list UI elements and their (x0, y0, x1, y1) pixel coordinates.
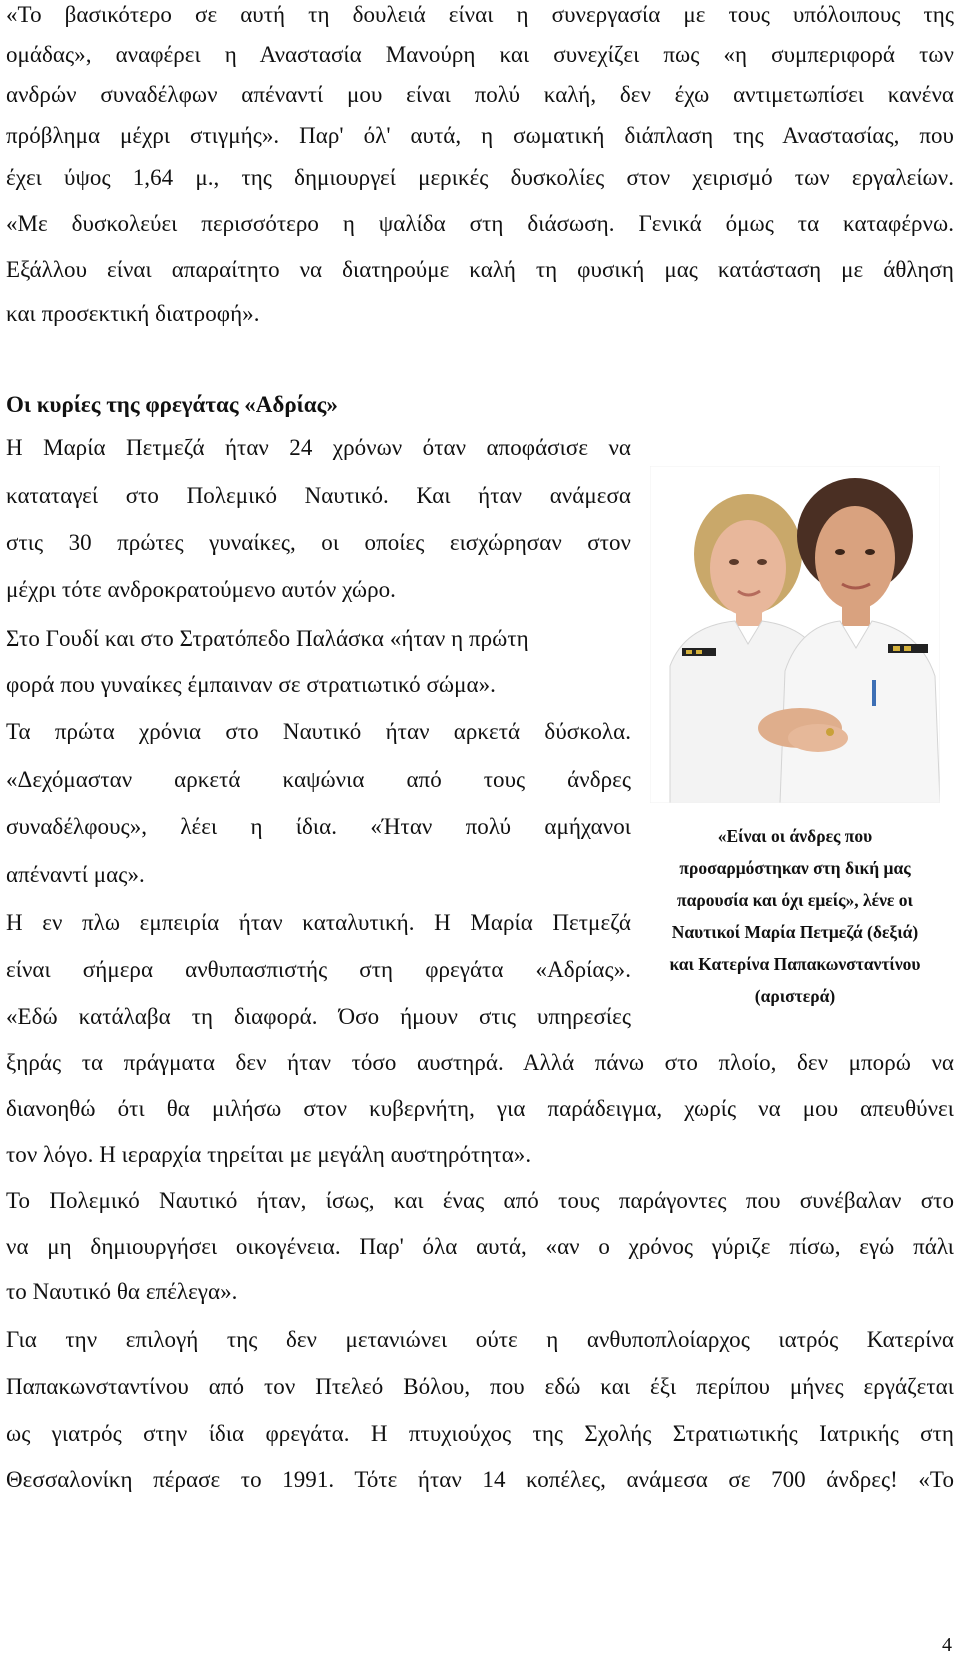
text-line: το Ναυτικό θα επέλεγα». (6, 1279, 238, 1304)
text-line: «Το βασικότερο σε αυτή τη δουλειά είναι η συνεργασία με τους υπόλοιπους της (6, 2, 954, 27)
text-line: Η Μαρία Πετμεζά ήταν 24 χρόνων όταν αποφάσισε να (6, 435, 631, 460)
caption-line: Ναυτικοί Μαρία Πετμεζά (δεξιά) (671, 922, 919, 942)
officers-photo (650, 466, 940, 803)
text-line: Τα πρώτα χρόνια στο Ναυτικό ήταν αρκετά δύσκολα. (6, 719, 631, 744)
text-line: ανδρών συναδέλφων απέναντί μου είναι πολύ καλή, δεν έχω αντιμετωπίσει κανένα (6, 82, 954, 107)
text-line: φορά που γυναίκες έμπαιναν σε στρατιωτικό σώμα». (6, 672, 496, 697)
text-line: έχει ύψος 1,64 μ., της δημιουργεί μερικές δυσκολίες στον χειρισμό των εργαλείων. (6, 165, 954, 190)
text-line: Εξάλλου είναι απαραίτητο να διατηρούμε καλή τη φυσική μας κατάσταση με άθληση (6, 257, 954, 282)
caption-line: και Κατερίνα Παπακωνσταντίνου (669, 954, 921, 974)
text-line: Στο Γουδί και στο Στρατόπεδο Παλάσκα «ήταν η πρώτη (6, 626, 529, 651)
text-line: «Εδώ κατάλαβα τη διαφορά. Όσο ήμουν στις υπηρεσίες (6, 1004, 631, 1029)
text-line: Το Πολεμικό Ναυτικό ήταν, ίσως, και ένας από τους παράγοντες που συνέβαλαν στο (6, 1188, 954, 1213)
text-line: είναι σήμερα ανθυπασπιστής στη φρεγάτα «Αδρίας». (6, 957, 631, 982)
text-line: απέναντί μας». (6, 862, 145, 887)
text-line: μέχρι τότε ανδροκρατούμενο αυτόν χώρο. (6, 577, 396, 602)
text-line: «Με δυσκολεύει περισσότερο η ψαλίδα στη διάσωση. Γενικά όμως τα καταφέρνω. (6, 211, 954, 236)
caption-line: «Είναι οι άνδρες που (717, 826, 873, 846)
caption-line: παρουσία και όχι εμείς», λένε οι (677, 890, 913, 910)
text-line: Θεσσαλονίκη πέρασε το 1991. Τότε ήταν 14 κοπέλες, ανάμεσα σε 700 άνδρες! «Το (6, 1467, 954, 1492)
text-line: τον λόγο. Η ιεραρχία τηρείται με μεγάλη αυστηρότητα». (6, 1142, 532, 1167)
text-line: «Δεχόμασταν αρκετά καψώνια από τους άνδρες (6, 767, 631, 792)
text-line: καταταγεί στο Πολεμικό Ναυτικό. Και ήταν ανάμεσα (6, 483, 631, 508)
photo-caption (645, 820, 945, 1012)
text-line: ξηράς τα πράγματα δεν ήταν τόσο αυστηρά. Αλλά πάνω στο πλοίο, δεν μπορώ να (6, 1050, 954, 1075)
text-line: στις 30 πρώτες γυναίκες, οι οποίες εισχώρησαν στον (6, 530, 631, 555)
text-line: Παπακωνσταντίνου από τον Πτελεό Βόλου, που εδώ και έξι περίπου μήνες εργάζεται (6, 1374, 954, 1399)
caption-line: (αριστερά) (754, 986, 836, 1006)
text-line: και προσεκτική διατροφή». (6, 301, 260, 326)
caption-line: προσαρμόστηκαν στη δική μας (679, 858, 911, 878)
text-line: συναδέλφους», λέει η ίδια. «Ήταν πολύ αμήχανοι (6, 814, 631, 839)
section-heading: Οι κυρίες της φρεγάτας «Αδρίας» (6, 392, 338, 417)
text-line: ως γιατρός στην ίδια φρεγάτα. Η πτυχιούχος της Σχολής Στρατιωτικής Ιατρικής στη (6, 1421, 954, 1446)
text-line: πρόβλημα μέχρι στιγμής». Παρ' όλ' αυτά, η σωματική διάπλαση της Αναστασίας, που (6, 123, 954, 148)
page-number: 4 (942, 1634, 952, 1656)
text-line: Η εν πλω εμπειρία ήταν καταλυτική. Η Μαρία Πετμεζά (6, 910, 631, 935)
text-line: Για την επιλογή της δεν μετανιώνει ούτε η ανθυποπλοίαρχος ιατρός Κατερίνα (6, 1327, 954, 1352)
text-line: ομάδας», αναφέρει η Αναστασία Μανούρη και συνεχίζει πως «η συμπεριφορά των (6, 42, 954, 67)
text-line: διανοηθώ ότι θα μιλήσω στον κυβερνήτη, για παράδειγμα, χωρίς να μου απευθύνει (6, 1096, 954, 1121)
text-line: να μη δημιουργήσει οικογένεια. Παρ' όλα αυτά, «αν ο χρόνος γύριζε πίσω, εγώ πάλι (6, 1234, 954, 1259)
